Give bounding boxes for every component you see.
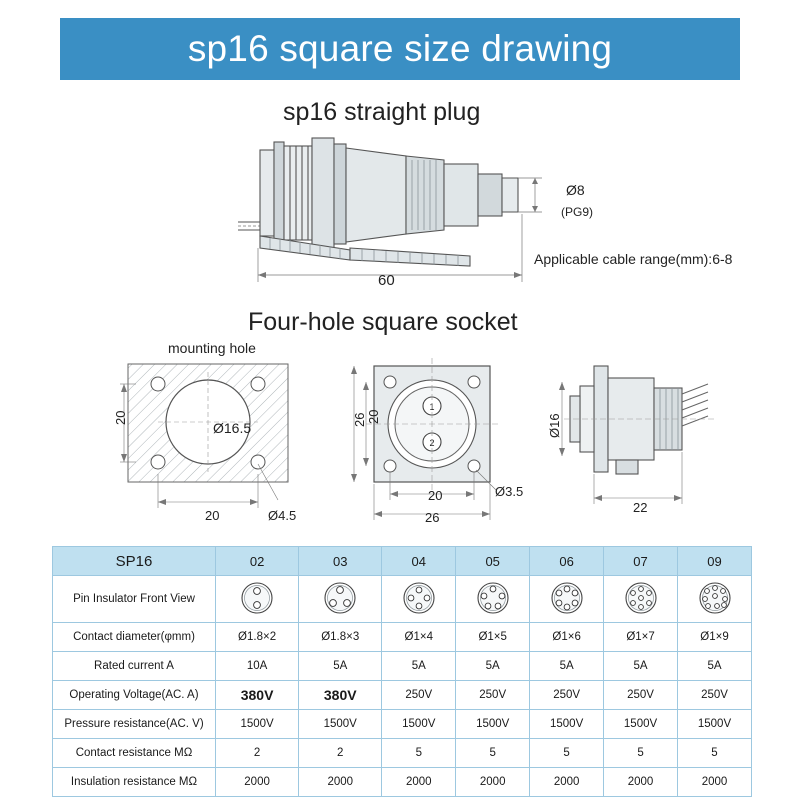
plug-diameter-label: Ø8 [566,182,585,198]
cell-rated-current-06: 5A [530,652,604,681]
pin-view-cell-09 [678,576,752,623]
cell-operating-voltage-05: 250V [456,681,530,710]
front-hole-spacing-h-label: 20 [428,488,443,503]
cell-contact-resistance-02: 2 [216,739,299,768]
cell-operating-voltage-07: 250V [604,681,678,710]
cell-pressure-resistance-02: 1500V [216,710,299,739]
cell-rated-current-05: 5A [456,652,530,681]
panel-cutout-drawing [110,352,330,532]
cutout-horizontal-spacing-label: 20 [205,508,220,523]
cell-insulation-resistance-09: 2000 [678,768,752,797]
cable-range-label: Applicable cable range(mm):6-8 [534,251,733,267]
cell-pressure-resistance-05: 1500V [456,710,530,739]
table-row [53,710,752,739]
plug-pg-label: (PG9) [561,205,594,219]
pin-insulator-icon [679,581,750,618]
table-row [53,768,752,797]
socket-front-view-drawing [340,352,530,532]
cell-insulation-resistance-02: 2000 [216,768,299,797]
row-label-contact-diameter: Contact diameter(φmm) [53,623,216,652]
cell-contact-diameter-04: Ø1×4 [382,623,456,652]
column-header-05: 05 [456,547,530,576]
cell-pressure-resistance-07: 1500V [604,710,678,739]
cell-contact-resistance-04: 5 [382,739,456,768]
cell-rated-current-02: 10A [216,652,299,681]
table-row [53,739,752,768]
cell-rated-current-07: 5A [604,652,678,681]
socket-section-title: Four-hole square socket [248,308,518,336]
pin-view-cell-03 [299,576,382,623]
row-label-operating-voltage: Operating Voltage(AC. A) [53,681,216,710]
cell-contact-resistance-09: 5 [678,739,752,768]
cell-contact-resistance-06: 5 [530,739,604,768]
cell-pressure-resistance-09: 1500V [678,710,752,739]
mounting-hole-label: mounting hole [168,340,256,356]
cell-contact-resistance-07: 5 [604,739,678,768]
cell-contact-resistance-03: 2 [299,739,382,768]
cell-contact-diameter-03: Ø1.8×3 [299,623,382,652]
side-body-diameter-label: Ø16 [547,413,562,438]
row-label-insulation-resistance: Insulation resistance MΩ [53,768,216,797]
spec-table [52,546,752,797]
pin-insulator-icon [605,581,676,618]
cell-operating-voltage-04: 250V [382,681,456,710]
table-row [53,576,752,623]
pin-view-cell-07 [604,576,678,623]
cell-pressure-resistance-04: 1500V [382,710,456,739]
table-header-row [53,547,752,576]
cell-rated-current-04: 5A [382,652,456,681]
cutout-screw-hole-label: Ø4.5 [268,508,297,523]
cutout-hole-diameter-label: Ø16.5 [213,420,252,436]
cell-insulation-resistance-05: 2000 [456,768,530,797]
cell-pressure-resistance-06: 1500V [530,710,604,739]
header-banner [60,18,740,80]
cutout-vertical-spacing-label: 20 [113,410,128,425]
column-header-06: 06 [530,547,604,576]
front-flange-width-label: 26 [425,510,440,525]
pin-view-cell-05 [456,576,530,623]
pin-insulator-icon [300,581,380,618]
plug-section-title: sp16 straight plug [283,98,481,126]
pin-view-cell-04 [382,576,456,623]
pin-insulator-icon [217,581,297,618]
table-row [53,652,752,681]
column-header-07: 07 [604,547,678,576]
table-row [53,623,752,652]
side-length-label: 22 [633,500,648,515]
cell-rated-current-09: 5A [678,652,752,681]
row-label-rated-current: Rated current A [53,652,216,681]
cell-insulation-resistance-07: 2000 [604,768,678,797]
cell-contact-resistance-05: 5 [456,739,530,768]
cell-contact-diameter-07: Ø1×7 [604,623,678,652]
column-header-02: 02 [216,547,299,576]
cell-contact-diameter-02: Ø1.8×2 [216,623,299,652]
cell-contact-diameter-05: Ø1×5 [456,623,530,652]
cell-insulation-resistance-06: 2000 [530,768,604,797]
pin-view-cell-02 [216,576,299,623]
cell-insulation-resistance-03: 2000 [299,768,382,797]
spec-table-body [53,576,752,797]
cell-operating-voltage-03: 380V [299,681,382,710]
front-flange-height-label: 26 [352,412,367,427]
spec-table-header [53,547,752,576]
cell-operating-voltage-06: 250V [530,681,604,710]
cell-operating-voltage-09: 250V [678,681,752,710]
cell-pressure-resistance-03: 1500V [299,710,382,739]
row-label-pressure-resistance: Pressure resistance(AC. V) [53,710,216,739]
svg-text:1: 1 [429,402,435,412]
straight-plug-drawing [230,130,560,300]
cell-contact-diameter-06: Ø1×6 [530,623,604,652]
pin-insulator-icon [383,581,454,618]
front-screw-hole-label: Ø3.5 [495,484,524,499]
row-label-pin-view: Pin Insulator Front View [53,576,216,623]
spec-table-title: SP16 [53,547,216,576]
pin-insulator-icon [457,581,528,618]
column-header-09: 09 [678,547,752,576]
cell-operating-voltage-02: 380V [216,681,299,710]
pin-view-cell-06 [530,576,604,623]
front-hole-spacing-v-label: 20 [366,409,381,424]
cell-insulation-resistance-04: 2000 [382,768,456,797]
plug-length-label: 60 [378,272,395,289]
cell-rated-current-03: 5A [299,652,382,681]
row-label-contact-resistance: Contact resistance MΩ [53,739,216,768]
svg-text:2: 2 [429,438,435,448]
page-title: sp16 square size drawing [187,28,613,69]
table-row [53,681,752,710]
column-header-04: 04 [382,547,456,576]
column-header-03: 03 [299,547,382,576]
cell-contact-diameter-09: Ø1×9 [678,623,752,652]
pin-insulator-icon [531,581,602,618]
